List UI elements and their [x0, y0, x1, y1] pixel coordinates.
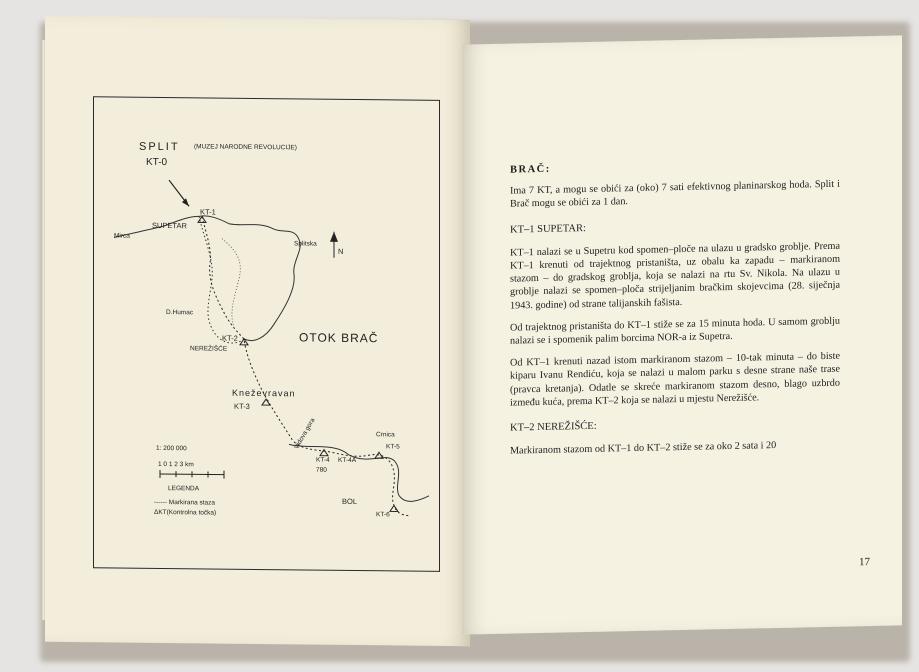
- left-page: [45, 16, 470, 646]
- island-map: [94, 97, 439, 571]
- map-legend-path: ------ Markirana staza: [154, 498, 216, 507]
- north-coastline: [114, 215, 300, 341]
- south-coastline: [289, 444, 429, 501]
- map-vidova-gora: Vidova gora: [293, 417, 317, 451]
- map-kt1: KT-1: [200, 207, 216, 217]
- map-frame: [93, 96, 440, 572]
- map-kt0: KT-0: [146, 156, 168, 169]
- map-supetar: SUPETAR: [152, 220, 187, 231]
- map-legend-title: LEGENDA: [168, 485, 200, 493]
- page-number: 17: [859, 556, 870, 569]
- map-scale-ticks: 1 0 1 2 3 km: [158, 460, 194, 469]
- marked-trail: [202, 216, 409, 515]
- north-arrow-head: [330, 232, 338, 242]
- kt4-marker: [320, 450, 328, 456]
- map-legend-kt: ΔKT(Kontrolna točka): [154, 508, 217, 517]
- text-column: [510, 157, 840, 467]
- map-kt6: KT-6: [376, 511, 390, 519]
- map-crnica: Crnica: [376, 431, 395, 439]
- map-title-split: SPLIT: [139, 140, 180, 154]
- map-knezeravan: Kneževravan: [232, 387, 296, 399]
- section-title-kt2: KT–2 NEREŽIŠĆE:: [510, 420, 597, 434]
- section-heading-brac: BRAČ:: [510, 163, 551, 176]
- kt1-paragraph-1: KT–1 nalazi se u Supetru kod spomen–ploče na ulazu u gradsko groblje. Prema KT–1 krenuti od trajektnog pristaništa, uz obalu ka zapadu – markiranom stazom – do gradskog groblja, koja se nalazi na rtu Sv. Nikola. Na ulazu u groblje nalazi se spomen–ploča strijeljanim bračkim skojevcima (28. siječnja 1943. godine) od strane talijanskih fašista.: [510, 240, 840, 312]
- kt6-marker: [390, 505, 398, 511]
- kt1-paragraph-2: Od trajektnog pristaništa do KT–1 stiže se za 15 minuta hoda. U samom groblju nalazi se i spomenik palim borcima NOR-a iz Supetra.: [510, 315, 840, 347]
- kt1-paragraph-3: Od KT–1 krenuti nazad istom markiranom stazom – 10-tak minuta – do biste kiparu Ivanu Rendiću, koja se nalazi u malom parku s desne strane naše trase (pravca kretanja). Odatle se skreće markiranom stazom desno, blago uzbrdo između kuća, prema KT–2 koja se nalazi u mjestu Nerežišće.: [510, 350, 840, 409]
- map-humac: D.Humac: [166, 309, 194, 317]
- map-splitska: Splitska: [294, 240, 317, 248]
- west-coastline: [199, 216, 244, 343]
- kt2-paragraph-1: Markiranom stazom od KT–1 do KT–2 stiže se za oko 2 sata i 20: [510, 440, 777, 457]
- map-scale: 1: 200 000: [156, 444, 187, 453]
- map-bol: BOL: [342, 496, 358, 507]
- section-title-kt1: KT–1 SUPETAR:: [510, 222, 586, 236]
- map-kt4: KT-4: [316, 456, 330, 464]
- map-mirca: Mirca: [114, 232, 130, 240]
- intro-paragraph: Ima 7 KT, a mogu se obići za (oko) 7 sati efektivnog planinarskog hoda. Split i Brač mogu se obići za 1 dan.: [510, 178, 840, 211]
- map-kt5: KT-5: [386, 443, 400, 451]
- map-kt3: KT-3: [234, 401, 250, 411]
- right-page: [462, 35, 902, 634]
- map-nerezisce: NEREŽIŠĆE: [190, 345, 228, 353]
- map-elevation: 780: [316, 466, 327, 474]
- map-kt4a: KT-4A: [338, 456, 357, 465]
- map-north: N: [338, 246, 344, 256]
- kt3-marker: [262, 399, 270, 405]
- map-otok-brac: OTOK BRAČ: [299, 330, 379, 346]
- map-kt2: KT-2: [222, 333, 238, 343]
- map-subtitle: (MUZEJ NARODNE REVOLUCIJE): [194, 143, 297, 152]
